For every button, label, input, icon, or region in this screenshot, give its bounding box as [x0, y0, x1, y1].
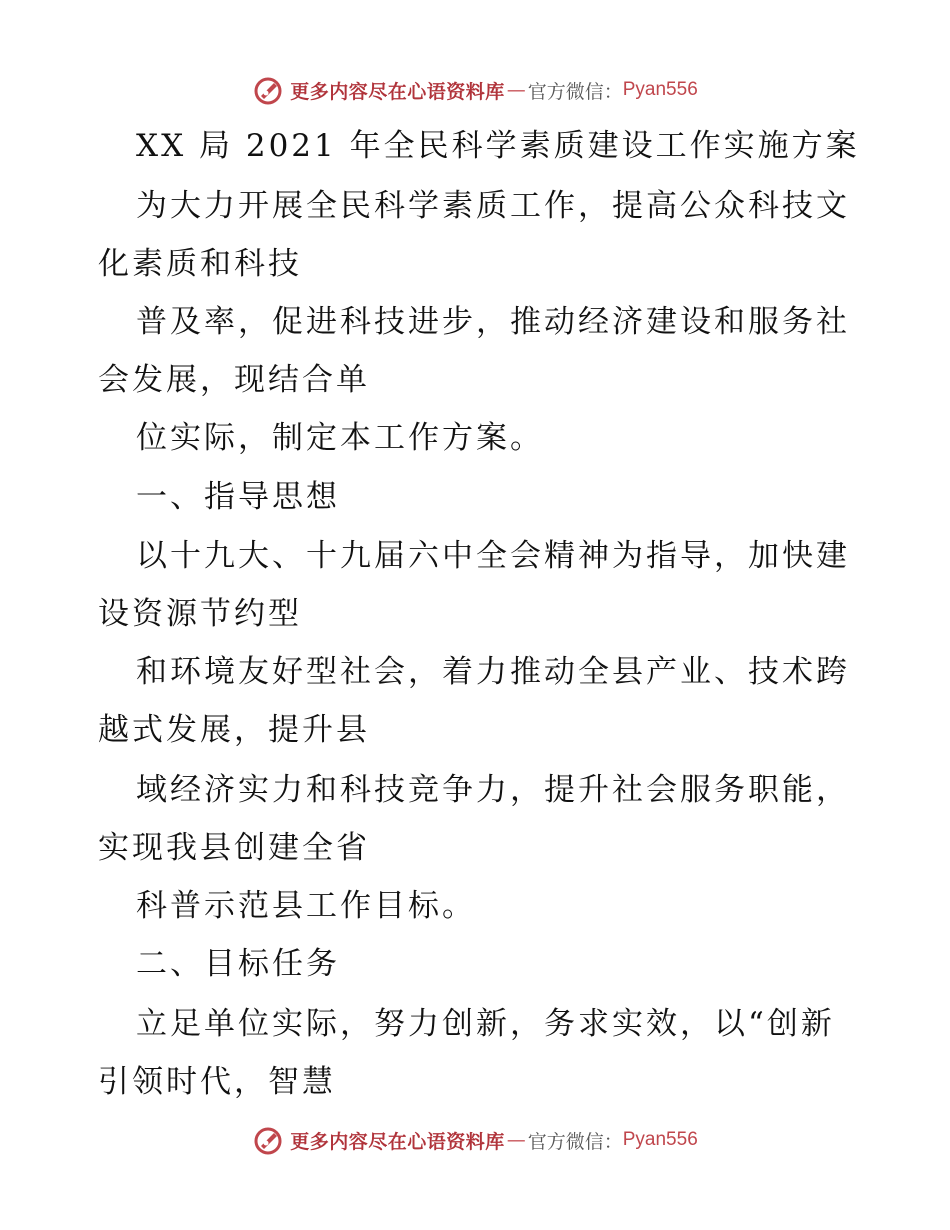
brand-logo-icon [252, 1124, 284, 1156]
banner-wechat-id: Pyan556 [622, 79, 698, 100]
section-heading: 二、目标任务 [136, 946, 340, 982]
text-line: 普及率，促进科技进步，推动经济建设和服务社 [136, 304, 850, 340]
brand-logo-icon [252, 74, 284, 106]
document-title: XX 局 2021 年全民科学素质建设工作实施方案 [136, 128, 860, 164]
text-line: 为大力开展全民科学素质工作，提高公众科技文 [136, 188, 850, 224]
banner-wechat-label: 官方微信： [527, 80, 623, 103]
text-line: 以十九大、十九届六中全会精神为指导，加快建 [136, 538, 850, 574]
header-banner [0, 70, 950, 110]
text-line: 越式发展，提升县 [98, 712, 370, 748]
banner-wechat-id: Pyan556 [622, 1129, 698, 1150]
text-line: 立足单位实际，努力创新，务求实效，以“创新 [136, 1006, 835, 1042]
text-line: 化素质和科技 [98, 246, 302, 282]
text-line: 位实际，制定本工作方案。 [136, 420, 544, 456]
banner-wechat-label: 官方微信： [527, 1130, 623, 1153]
text-line: 设资源节约型 [98, 596, 302, 632]
section-heading: 一、指导思想 [136, 479, 340, 515]
text-line: 会发展，现结合单 [98, 362, 370, 398]
banner-brand-text: 更多内容尽在心语资料库 [290, 1130, 505, 1153]
banner-brand-text: 更多内容尽在心语资料库 [290, 80, 505, 103]
banner-dash: — [506, 1129, 526, 1151]
banner-dash: — [506, 79, 526, 101]
footer-banner [0, 1120, 950, 1160]
text-line: 域经济实力和科技竞争力，提升社会服务职能， [136, 772, 850, 808]
text-line: 引领时代，智慧 [98, 1064, 336, 1100]
text-line: 实现我县创建全省 [98, 830, 370, 866]
text-line: 科普示范县工作目标。 [136, 888, 476, 924]
text-line: 和环境友好型社会，着力推动全县产业、技术跨 [136, 654, 850, 690]
